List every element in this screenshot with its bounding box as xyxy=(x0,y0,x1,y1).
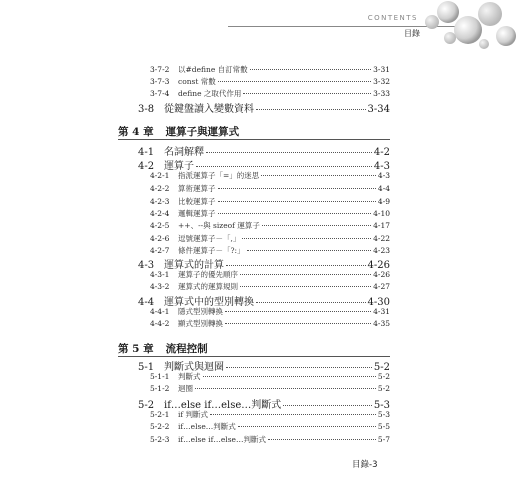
dot-leader xyxy=(240,286,371,287)
toc-subsection-entry[interactable] xyxy=(150,371,390,382)
dot-leader xyxy=(256,109,366,110)
toc-subsection-entry[interactable] xyxy=(150,196,390,207)
entry-number: 4-2-5 xyxy=(150,221,170,230)
entry-page-number: 4-35 xyxy=(373,319,390,328)
chapter-heading xyxy=(118,341,208,356)
entry-page-number: 3-31 xyxy=(373,65,390,74)
chapter-title: 流程控制 xyxy=(165,343,208,355)
entry-number: 3-8 xyxy=(138,104,155,115)
entry-page-number: 4-4 xyxy=(377,184,390,193)
entry-page-number: 5-2 xyxy=(377,384,390,393)
entry-title: 指派運算子「=」的迷思 xyxy=(178,171,260,180)
dot-leader xyxy=(242,238,371,239)
entry-page-number: 4-23 xyxy=(373,246,390,255)
entry-number: 4-2-1 xyxy=(150,171,170,180)
entry-number: 4-1 xyxy=(138,147,155,158)
toc-section-entry[interactable] xyxy=(138,143,390,158)
entry-number: 4-3-2 xyxy=(150,282,170,291)
entry-number: 3-7-4 xyxy=(150,89,170,98)
toc-subsection-entry[interactable] xyxy=(150,306,390,317)
entry-page-number: 4-3 xyxy=(377,171,390,180)
entry-title: 運算式的運算規則 xyxy=(178,282,238,291)
dot-leader xyxy=(238,426,376,427)
dot-leader xyxy=(226,367,372,368)
entry-number: 4-4-2 xyxy=(150,319,170,328)
entry-page-number: 4-22 xyxy=(373,234,390,243)
entry-title: const 常數 xyxy=(178,77,216,86)
entry-number: 5-2-3 xyxy=(150,435,170,444)
entry-title: 條件運算子－「?:」 xyxy=(178,246,245,255)
entry-page-number: 4-2 xyxy=(373,147,390,158)
entry-title: 名詞解釋 xyxy=(164,147,204,158)
page-number: 目錄-3 xyxy=(352,460,378,470)
entry-page-number: 5-2 xyxy=(377,372,390,381)
dot-leader xyxy=(226,265,366,266)
header-title: 目錄 xyxy=(404,29,420,38)
dot-leader xyxy=(250,69,371,70)
toc-subsection-entry[interactable] xyxy=(150,170,390,181)
entry-page-number: 5-3 xyxy=(373,400,390,411)
toc-subsection-entry[interactable] xyxy=(150,245,390,256)
entry-title: if…else if…else…判斷式 xyxy=(178,435,266,444)
entry-number: 4-2-7 xyxy=(150,246,170,255)
dot-leader xyxy=(196,166,372,167)
entry-number: 4-4-1 xyxy=(150,307,170,316)
chapter-title: 運算子與運算式 xyxy=(165,126,240,138)
entry-page-number: 5-7 xyxy=(377,435,390,444)
toc-subsection-entry[interactable] xyxy=(150,233,390,244)
page-header xyxy=(0,0,520,48)
chapter-rule xyxy=(118,139,390,140)
chapter-number: 第 5 章 xyxy=(118,343,154,355)
entry-number: 4-2-6 xyxy=(150,234,170,243)
dot-leader xyxy=(225,311,371,312)
entry-title: 從鍵盤讀入變數資料 xyxy=(164,104,254,115)
dot-leader xyxy=(218,213,372,214)
entry-number: 5-2 xyxy=(138,400,155,411)
entry-page-number: 3-33 xyxy=(373,89,390,98)
entry-number: 5-1 xyxy=(138,362,155,373)
dot-leader xyxy=(218,201,376,202)
entry-number: 5-1-1 xyxy=(150,372,170,381)
entry-number: 4-3 xyxy=(138,260,155,271)
entry-number: 4-2-4 xyxy=(150,209,170,218)
toc-section-entry[interactable] xyxy=(138,100,390,115)
dot-leader xyxy=(206,152,372,153)
chapter-number: 第 4 章 xyxy=(118,126,154,138)
dot-leader xyxy=(218,81,371,82)
entry-number: 4-3-1 xyxy=(150,270,170,279)
decorative-bubbles-graphic xyxy=(420,0,520,56)
entry-page-number: 4-3 xyxy=(373,161,390,172)
chapter-rule xyxy=(118,356,390,357)
entry-title: 算術運算子 xyxy=(178,184,216,193)
entry-title: 運算式中的型別轉換 xyxy=(164,297,254,308)
entry-title: 邏輯運算子 xyxy=(178,209,216,218)
entry-page-number: 5-5 xyxy=(377,422,390,431)
entry-number: 5-1-2 xyxy=(150,384,170,393)
entry-page-number: 4-27 xyxy=(373,282,390,291)
entry-title: if…else if…else…判斷式 xyxy=(164,400,282,411)
entry-page-number: 4-9 xyxy=(377,197,390,206)
chapter-heading xyxy=(118,124,239,139)
entry-title: 隱式型別轉換 xyxy=(178,307,223,316)
dot-leader xyxy=(261,175,376,176)
entry-title: 判斷式與迴圈 xyxy=(164,362,224,373)
entry-title: 判斷式 xyxy=(178,372,201,381)
entry-title: 以#define 自訂常數 xyxy=(178,65,248,74)
toc-subsection-entry[interactable] xyxy=(150,88,390,99)
entry-page-number: 5-3 xyxy=(377,410,390,419)
dot-leader xyxy=(225,323,371,324)
dot-leader xyxy=(262,225,371,226)
entry-title: define 之取代作用 xyxy=(178,89,242,98)
entry-title: 顯式型別轉換 xyxy=(178,319,223,328)
dot-leader xyxy=(203,376,376,377)
entry-number: 3-7-2 xyxy=(150,65,170,74)
entry-page-number: 3-34 xyxy=(367,104,390,115)
entry-title: ++、--與 sizeof 運算子 xyxy=(178,221,260,230)
toc-subsection-entry[interactable] xyxy=(150,434,390,445)
toc-subsection-entry[interactable] xyxy=(150,383,390,394)
entry-title: if 判斷式 xyxy=(178,410,209,419)
entry-number: 4-2 xyxy=(138,161,155,172)
dot-leader xyxy=(218,188,376,189)
toc-subsection-entry[interactable] xyxy=(150,220,390,231)
dot-leader xyxy=(240,274,371,275)
entry-number: 5-2-2 xyxy=(150,422,170,431)
entry-page-number: 4-10 xyxy=(373,209,390,218)
dot-leader xyxy=(195,388,376,389)
dot-leader xyxy=(210,414,376,415)
entry-number: 4-4 xyxy=(138,297,155,308)
toc-subsection-entry[interactable] xyxy=(150,64,390,75)
toc-subsection-entry[interactable] xyxy=(150,208,390,219)
entry-title: if…else…判斷式 xyxy=(178,422,236,431)
entry-number: 3-7-3 xyxy=(150,77,170,86)
entry-page-number: 3-32 xyxy=(373,77,390,86)
entry-number: 5-2-1 xyxy=(150,410,170,419)
dot-leader xyxy=(256,302,366,303)
entry-title: 運算子 xyxy=(164,161,194,172)
dot-leader xyxy=(283,405,372,406)
entry-page-number: 4-26 xyxy=(367,260,390,271)
entry-page-number: 4-31 xyxy=(373,307,390,316)
entry-page-number: 4-26 xyxy=(373,270,390,279)
entry-title: 迴圈 xyxy=(178,384,193,393)
entry-title: 比較運算子 xyxy=(178,197,216,206)
toc-subsection-entry[interactable] xyxy=(150,281,390,292)
dot-leader xyxy=(247,250,372,251)
toc-subsection-entry[interactable] xyxy=(150,421,390,432)
toc-subsection-entry[interactable] xyxy=(150,318,390,329)
entry-page-number: 4-17 xyxy=(373,221,390,230)
entry-title: 逗號運算子－「,」 xyxy=(178,234,241,243)
header-contents-label: CONTENTS xyxy=(367,14,418,22)
toc-subsection-entry[interactable] xyxy=(150,183,390,194)
toc-subsection-entry[interactable] xyxy=(150,76,390,87)
entry-page-number: 4-30 xyxy=(367,297,390,308)
toc-subsection-entry[interactable] xyxy=(150,269,390,280)
dot-leader xyxy=(268,439,376,440)
dot-leader xyxy=(243,93,371,94)
entry-title: 運算子的優先順序 xyxy=(178,270,238,279)
entry-number: 4-2-3 xyxy=(150,197,170,206)
entry-page-number: 5-2 xyxy=(373,362,390,373)
toc-subsection-entry[interactable] xyxy=(150,409,390,420)
entry-title: 運算式的計算 xyxy=(164,260,224,271)
entry-number: 4-2-2 xyxy=(150,184,170,193)
